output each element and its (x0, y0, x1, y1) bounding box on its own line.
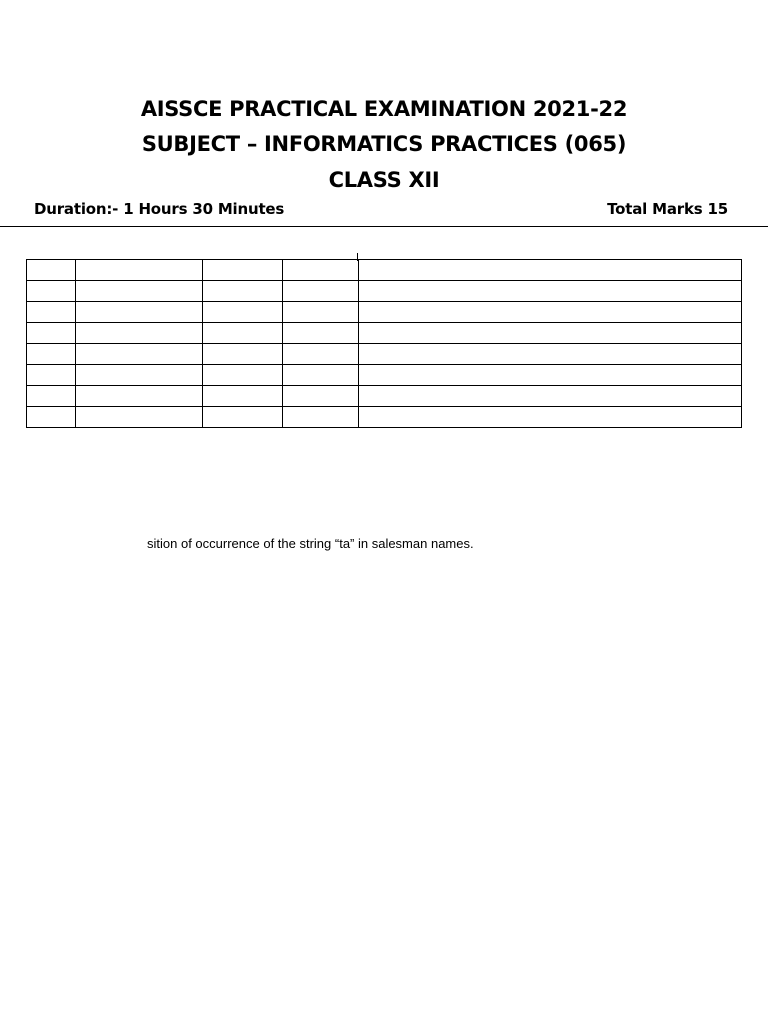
table-cell (359, 407, 742, 428)
table-cell (283, 407, 359, 428)
table-cell (283, 281, 359, 302)
total-marks-label: Total Marks 15 (607, 200, 728, 218)
table-cell (283, 365, 359, 386)
table-cell (359, 302, 742, 323)
table-row (27, 302, 742, 323)
table-cell (359, 323, 742, 344)
table-cell (203, 260, 283, 281)
table-cell (283, 302, 359, 323)
table-cell (359, 386, 742, 407)
exam-title: AISSCE PRACTICAL EXAMINATION 2021-22 (140, 97, 628, 121)
table-cell (27, 344, 76, 365)
table-cell (283, 323, 359, 344)
table-cell (203, 407, 283, 428)
table-cell (27, 323, 76, 344)
question-text-fragment: sition of occurrence of the string “ta” in salesman names. (147, 536, 474, 551)
table-cell (76, 260, 203, 281)
table-cell (359, 281, 742, 302)
table-row (27, 386, 742, 407)
table-cell (203, 281, 283, 302)
table-cell (27, 386, 76, 407)
duration-label: Duration:- 1 Hours 30 Minutes (34, 200, 285, 218)
table-cell (27, 407, 76, 428)
table-cell (76, 407, 203, 428)
table-cell (27, 365, 76, 386)
table-row (27, 260, 742, 281)
table-cell (203, 302, 283, 323)
table-cell (283, 260, 359, 281)
table-row (27, 407, 742, 428)
table-cell (76, 323, 203, 344)
table-cell (76, 302, 203, 323)
table-cell (359, 260, 742, 281)
header-divider (0, 226, 768, 227)
table-cell (76, 344, 203, 365)
table-cell (27, 281, 76, 302)
table-cell (203, 386, 283, 407)
table-cell (76, 386, 203, 407)
table-cell (76, 365, 203, 386)
table-cell (76, 281, 203, 302)
table-row (27, 344, 742, 365)
table-cell (27, 302, 76, 323)
table-row (27, 365, 742, 386)
table-cell (203, 323, 283, 344)
class-title: CLASS XII (328, 168, 440, 192)
table-cell (359, 365, 742, 386)
table-cell (359, 344, 742, 365)
table-row (27, 323, 742, 344)
data-table (26, 259, 742, 428)
table-cell (283, 344, 359, 365)
table-cell (203, 344, 283, 365)
table-cell (283, 386, 359, 407)
table-cell (203, 365, 283, 386)
subject-title: SUBJECT – INFORMATICS PRACTICES (065) (141, 132, 627, 156)
table-cell (27, 260, 76, 281)
table-row (27, 281, 742, 302)
